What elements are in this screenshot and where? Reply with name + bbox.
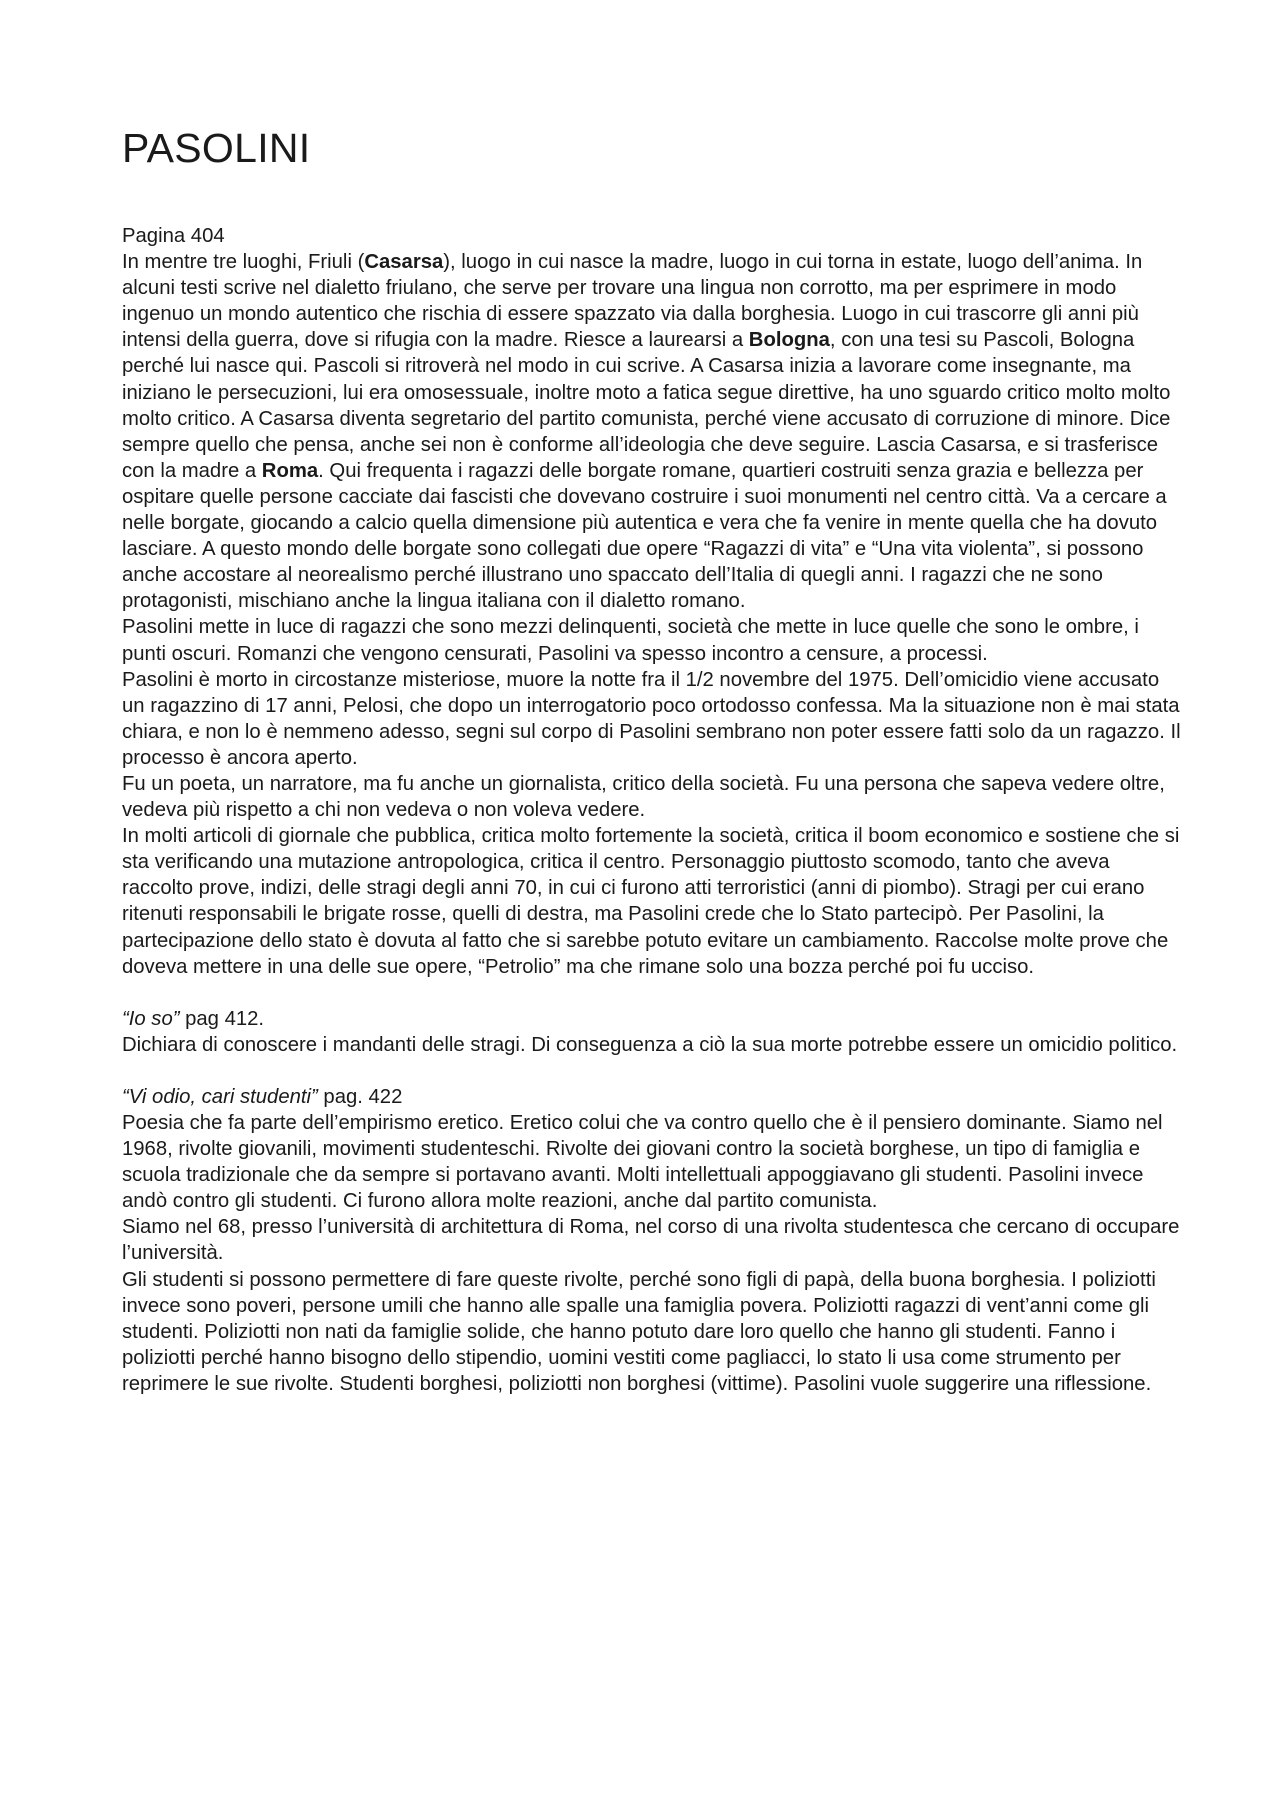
bold-term-bologna: Bologna <box>748 329 830 352</box>
text-run: In mentre tre luoghi, Friuli ( <box>122 251 365 274</box>
section-heading-vi-odio <box>122 1084 1182 1110</box>
paragraph-articles: In molti articoli di giornale che pubblica, critica molto fortemente la società, critica il boom economico e sostiene che si sta verificando una mutazione antropologica, critica il centro. Personaggio piuttosto scomodo, tanto che aveva raccolto prove, indizi, delle stragi degli anni 70, in cui ci furono atti terroristici (anni di piombo). Stragi per cui erano ritenuti responsabili le brigate rosse, quelli di destra, ma Pasolini crede che lo Stato partecipò. Per Pasolini, la partecipazione dello stato è dovuta al fatto che si sarebbe potuto evitare un cambiamento. Raccolse molte prove che doveva mettere in una delle sue opere, “Petrolio” ma che rimane solo una bozza perché poi fu ucciso. <box>122 825 1180 978</box>
section-heading-io-so <box>122 1006 1182 1032</box>
text-run: ), luogo in cui nasce la madre, luogo in cui torna in estate, luogo dell’anima. In alcuni testi scrive nel dialetto friulano, che serve per trovare una lingua non corrotto, ma per esprimere in modo ingenuo un mondo autentico che rischia di essere spazzato via dalla borghesia. Luogo in cui trascorre gli anni più intensi della guerra, dove si rifugia con la madre. Riesce a laurearsi a <box>122 251 1143 352</box>
text-run: . Qui frequenta i ragazzi delle borgate romane, quartieri costruiti senza grazia e bellezza per ospitare quelle persone cacciate dai fascisti che dovevano costruire i suoi monumenti nel centro città. Va a cercare a nelle borgate, giocando a calcio quella dimensione più autentica e vera che fa venire in mente quella che ha dovuto lasciare. A questo mondo delle borgate sono collegati due opere “Ragazzi di vita” e “Una vita violenta”, si possono anche accostare al neorealismo perché illustrano uno spaccato dell’Italia di quegli anni. I ragazzi che ne sono protagonisti, mischiano anche la lingua italiana con il dialetto romano. <box>122 459 1167 613</box>
document-title: PASOLINI <box>122 125 311 171</box>
heading-italic: “Vi odio, cari studenti” <box>122 1085 318 1108</box>
spacer <box>122 980 1182 1006</box>
bold-term-roma: Roma <box>261 459 319 482</box>
text-run: , con una tesi su Pascoli, Bologna perché lui nasce qui. Pascoli si ritroverà nel modo in cui scrive. A Casarsa inizia a lavorare come insegnante, ma iniziano le persecuzioni, lui era omosessuale, inoltre moto a fatica segue direttive, ha uno sguardo critico molto molto molto critico. A Casarsa diventa segretario del partito comunista, perché viene accusato di corruzione di minore. Dice sempre quello che pensa, anche sei non è conforme all’ideologia che deve seguire. Lascia Casarsa, e si trasferisce con la madre a <box>122 329 1171 482</box>
heading-italic: “Io so” <box>122 1007 180 1030</box>
paragraph-poet: Fu un poeta, un narratore, ma fu anche un giornalista, critico della società. Fu una persona che sapeva vedere oltre, vedeva più rispetto a chi non vedeva o non voleva vedere. <box>122 772 1165 822</box>
spacer <box>122 1058 1182 1084</box>
paragraph-io-so: Dichiara di conoscere i mandanti delle stragi. Di conseguenza a ciò la sua morte potrebbe essere un omicidio politico. <box>122 1033 1178 1056</box>
bold-term-casarsa: Casarsa <box>364 251 444 274</box>
paragraph-68: Siamo nel 68, presso l’università di architettura di Roma, nel corso di una rivolta studentesca che cercano di occupare l’università. <box>122 1216 1180 1265</box>
paragraph-death: Pasolini è morto in circostanze misteriose, muore la notte fra il 1/2 novembre del 1975. Dell’omicidio viene accusato un ragazzino di 17 anni, Pelosi, che dopo un interrogatorio poco ortodosso confessa. Ma la situazione non è mai stata chiara, e non lo è nemmeno adesso, segni sul corpo di Pasolini sembrano non poter essere fatti solo da un ragazzo. Il processo è ancora aperto. <box>122 668 1181 769</box>
paragraph-intro <box>122 249 1182 614</box>
paragraph-students: Gli studenti si possono permettere di fare queste rivolte, perché sono figli di papà, della buona borghesia. I poliziotti invece sono poveri, persone umili che hanno alle spalle una famiglia povera. Poliziotti ragazzi di vent’anni come gli studenti. Poliziotti non nati da famiglie solide, che hanno potuto dare loro quello che hanno gli studenti. Fanno i poliziotti perché hanno bisogno dello stipendio, uomini vestiti come pagliacci, lo stato li usa come strumento per reprimere le sue rivolte. Studenti borghesi, poliziotti non borghesi (vittime). Pasolini vuole suggerire una riflessione. <box>122 1268 1156 1395</box>
heading-page: pag. 422 <box>317 1085 403 1108</box>
document-body <box>122 223 1182 1397</box>
page-reference: Pagina 404 <box>122 225 225 247</box>
paragraph-poem-intro: Poesia che fa parte dell’empirismo eretico. Eretico colui che va contro quello che è il pensiero dominante. Siamo nel 1968, rivolte giovanili, movimenti studenteschi. Rivolte dei giovani contro la società borghese, un tipo di famiglia e scuola tradizionale che da sempre si portavano avanti. Molti intellettuali appoggiavano gli studenti. Pasolini invece andò contro gli studenti. Ci furono allora molte reazioni, anche dal partito comunista. <box>122 1112 1163 1213</box>
paragraph-censure: Pasolini mette in luce di ragazzi che sono mezzi delinquenti, società che mette in luce quelle che sono le ombre, i punti oscuri. Romanzi che vengono censurati, Pasolini va spesso incontro a censure, a processi. <box>122 616 1139 665</box>
heading-page: pag 412. <box>179 1007 265 1030</box>
